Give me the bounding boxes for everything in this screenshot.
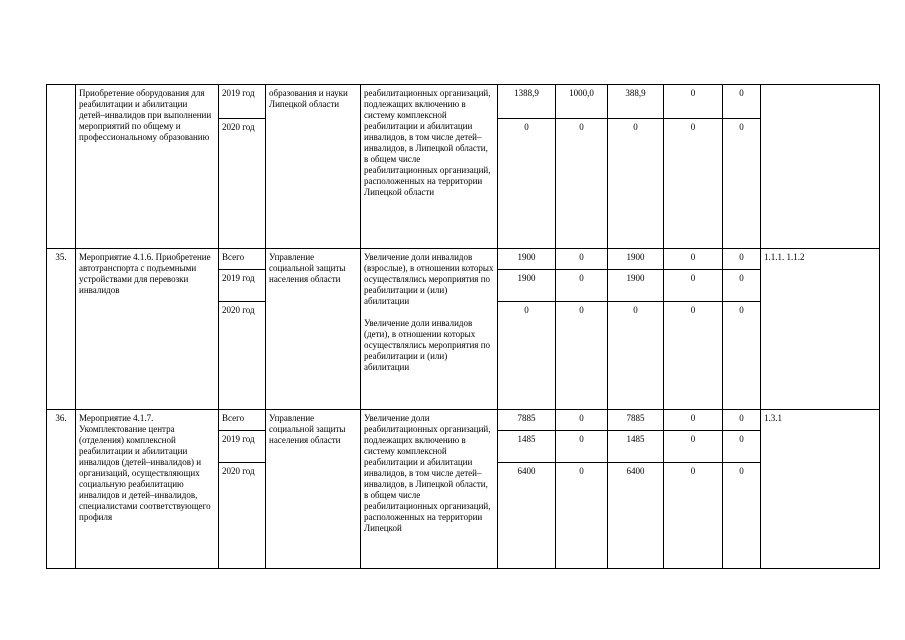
value-federal: 1000,0	[556, 85, 608, 119]
value-federal: 0	[556, 431, 608, 463]
table-row	[47, 410, 880, 431]
year-label: 2019 год	[219, 431, 266, 463]
measure-name: Приобретение оборудования для реабилитации и абилитации детей–инвалидов при выполнении мероприятий по общему и профессиональному образованию	[76, 85, 219, 249]
table-row	[47, 85, 880, 119]
row-number	[47, 85, 76, 249]
executor: Управление социальной защиты населения области	[266, 410, 361, 569]
indicator-children: Увеличение доли инвалидов (дети), в отношении которых осуществлялись мероприятия по реабилитации и (или) абилитации	[364, 318, 491, 372]
measure-name: Мероприятие 4.1.7. Укомплектование центра (отделения) комплексной реабилитации и абилитации инвалидов (детей–инвалидов) и организаций, осуществляющих социальную реабилитацию инвалидов и детей–инвалидов, специалистами соответствующего профиля	[76, 410, 219, 569]
value-other: 0	[723, 410, 761, 431]
year-label: Всего	[219, 249, 266, 270]
value-total: 0	[498, 119, 556, 249]
value-federal: 0	[556, 270, 608, 302]
value-local: 0	[664, 431, 723, 463]
measure-name: Мероприятие 4.1.6. Приобретение автотранспорта с подъемными устройствами для перевозки инвалидов	[76, 249, 219, 410]
value-regional: 1485	[608, 431, 664, 463]
value-other: 0	[723, 85, 761, 119]
program-measures-table	[46, 84, 880, 569]
value-local: 0	[664, 270, 723, 302]
value-local: 0	[664, 249, 723, 270]
value-local: 0	[664, 302, 723, 410]
value-regional: 0	[608, 302, 664, 410]
value-local: 0	[664, 85, 723, 119]
indicator-adults: Увеличение доли инвалидов (взрослые), в отношении которых осуществлялись мероприятия по реабилитации и (или) абилитации	[364, 252, 494, 306]
target-ref	[761, 85, 880, 249]
value-federal: 0	[556, 463, 608, 569]
value-other: 0	[723, 270, 761, 302]
value-total: 0	[498, 302, 556, 410]
indicator: Увеличение доли реабилитационных организаций, подлежащих включению в систему комплексной реабилитации и абилитации инвалидов, в том числе детей–инвалидов, в Липецкой области, в общем числе реабилитационных организаций, расположенных на территории Липецкой	[361, 410, 498, 569]
value-other: 0	[723, 119, 761, 249]
value-local: 0	[664, 119, 723, 249]
value-federal: 0	[556, 119, 608, 249]
value-regional: 6400	[608, 463, 664, 569]
value-local: 0	[664, 463, 723, 569]
indicator	[361, 249, 498, 410]
row-number: 36.	[47, 410, 76, 569]
row-number: 35.	[47, 249, 76, 410]
value-regional: 1900	[608, 270, 664, 302]
value-total: 1388,9	[498, 85, 556, 119]
value-other: 0	[723, 302, 761, 410]
year-label: Всего	[219, 410, 266, 431]
value-total: 1485	[498, 431, 556, 463]
table-row	[47, 249, 880, 270]
value-regional: 7885	[608, 410, 664, 431]
value-total: 1900	[498, 249, 556, 270]
target-ref: 1.1.1. 1.1.2	[761, 249, 880, 410]
value-other: 0	[723, 463, 761, 569]
value-federal: 0	[556, 302, 608, 410]
value-total: 1900	[498, 270, 556, 302]
year-label: 2019 год	[219, 85, 266, 119]
value-regional: 388,9	[608, 85, 664, 119]
value-regional: 1900	[608, 249, 664, 270]
value-total: 6400	[498, 463, 556, 569]
year-label: 2019 год	[219, 270, 266, 302]
value-regional: 0	[608, 119, 664, 249]
value-federal: 0	[556, 410, 608, 431]
executor: Управление социальной защиты населения области	[266, 249, 361, 410]
target-ref: 1.3.1	[761, 410, 880, 569]
indicator: реабилитационных организаций, подлежащих включению в систему комплексной реабилитации и абилитации инвалидов, в том числе детей–инвалидов, в Липецкой области, в общем числе реабилитационных организаций, расположенных на территории Липецкой области	[361, 85, 498, 249]
value-federal: 0	[556, 249, 608, 270]
value-local: 0	[664, 410, 723, 431]
value-other: 0	[723, 431, 761, 463]
year-label: 2020 год	[219, 463, 266, 569]
executor: образования и науки Липецкой области	[266, 85, 361, 249]
year-label: 2020 год	[219, 302, 266, 410]
value-total: 7885	[498, 410, 556, 431]
year-label: 2020 год	[219, 119, 266, 249]
value-other: 0	[723, 249, 761, 270]
